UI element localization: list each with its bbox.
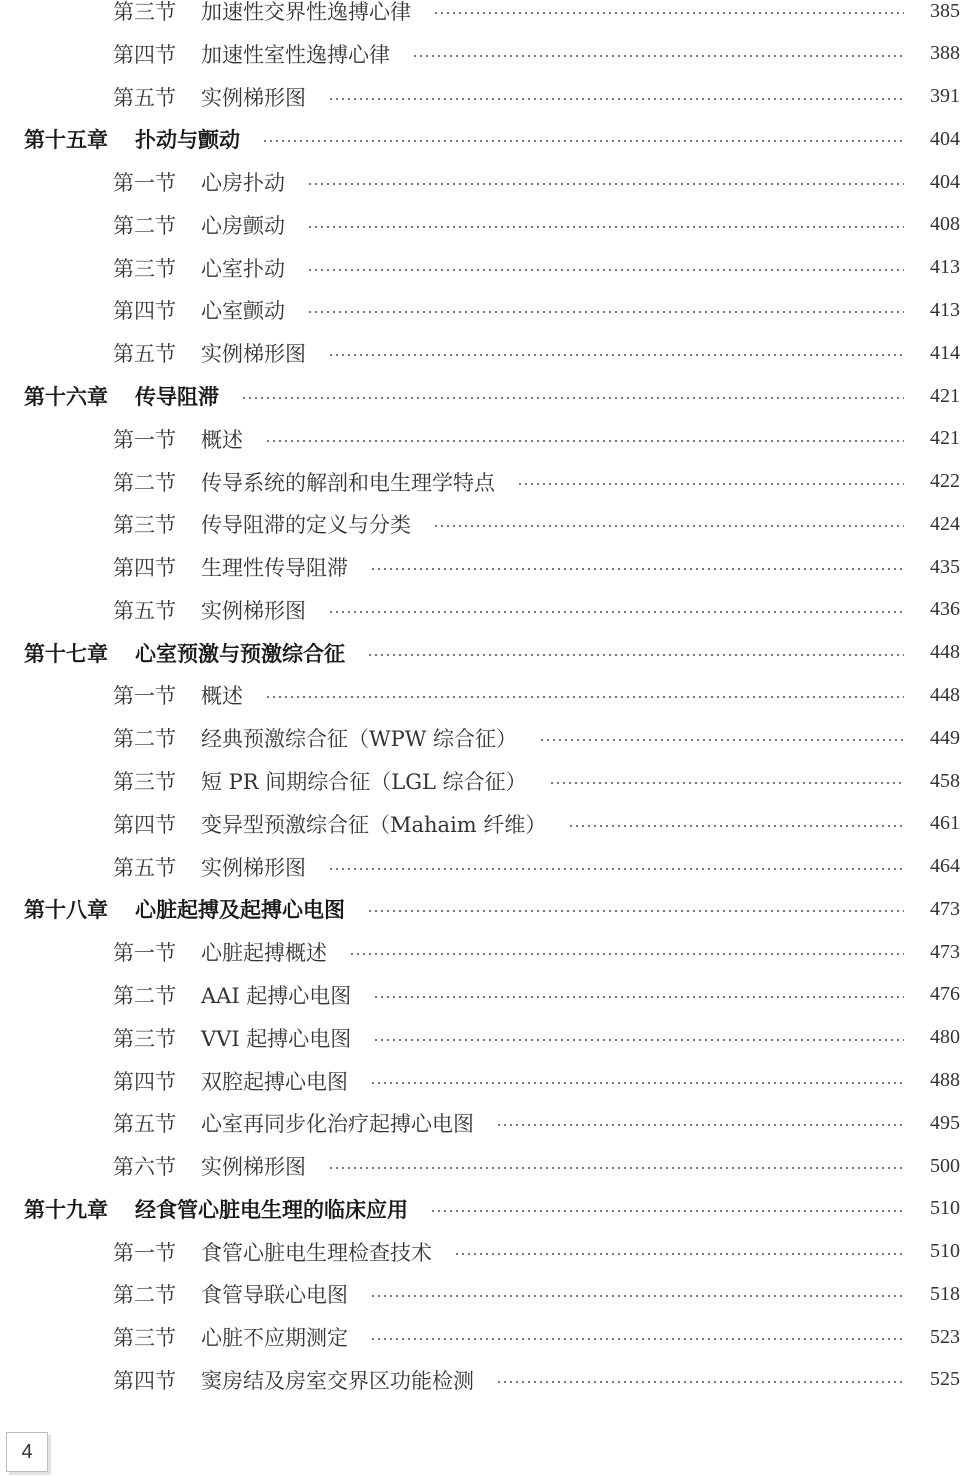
dot-leader (430, 1210, 904, 1212)
toc-section-row[interactable] (0, 1102, 960, 1144)
toc-page-number: 473 (930, 897, 960, 920)
section-title: 心室再同步化治疗起搏心电图 (201, 1112, 474, 1137)
toc-entry-label (24, 1194, 408, 1224)
section-number: 第一节 (113, 684, 176, 709)
toc-section-row[interactable] (0, 931, 960, 973)
section-title: 加速性室性逸搏心律 (201, 42, 390, 67)
section-number: 第四节 (113, 812, 176, 837)
toc-page-number: 436 (930, 598, 960, 621)
section-title: 心房扑动 (201, 171, 285, 196)
toc-page-number: 449 (930, 726, 960, 749)
section-title: 食管心脏电生理检查技术 (201, 1240, 432, 1265)
section-title: AAI 起搏心电图 (201, 983, 352, 1008)
toc-entry-label (113, 766, 527, 796)
toc-section-row[interactable] (0, 974, 960, 1016)
toc-page-number: 413 (930, 298, 960, 321)
toc-entry-label (113, 1322, 348, 1352)
chapter-title: 扑动与颤动 (135, 127, 240, 153)
dot-leader (373, 996, 904, 998)
section-title: 传导阻滞的定义与分类 (201, 513, 411, 538)
section-number: 第六节 (113, 1155, 176, 1180)
toc-page-number: 424 (930, 512, 960, 535)
toc-entry-label (113, 1365, 474, 1395)
section-title: 生理性传导阻滞 (201, 556, 348, 581)
toc-page-number: 404 (930, 127, 960, 150)
dot-leader (307, 269, 904, 271)
toc-section-row[interactable] (0, 1231, 960, 1273)
toc-page-number: 518 (930, 1282, 960, 1305)
chapter-number: 第十九章 (24, 1196, 108, 1222)
section-title: 实例梯形图 (201, 855, 306, 880)
toc-entry-label (113, 82, 306, 112)
section-title: 实例梯形图 (201, 598, 306, 623)
section-number: 第四节 (113, 1069, 176, 1094)
toc-section-row[interactable] (0, 461, 960, 503)
chapter-title: 心脏起搏及起搏心电图 (135, 897, 345, 923)
toc-entry-label (113, 937, 327, 967)
section-number: 第五节 (113, 598, 176, 623)
toc-page-number: 414 (930, 341, 960, 364)
dot-leader (328, 611, 904, 613)
toc-entry-label (113, 338, 306, 368)
chapter-number: 第十六章 (24, 384, 108, 410)
section-title: 传导系统的解剖和电生理学特点 (201, 470, 495, 495)
toc-page-number: 473 (930, 940, 960, 963)
toc-section-row[interactable] (0, 717, 960, 759)
toc-page-number: 391 (930, 85, 960, 108)
toc-page-number: 480 (930, 1026, 960, 1049)
chapter-title: 心室预激与预激综合征 (135, 640, 345, 666)
section-number: 第三节 (113, 0, 176, 24)
dot-leader (328, 868, 904, 870)
toc-chapter-row[interactable] (0, 888, 960, 930)
toc-page-number: 500 (930, 1154, 960, 1177)
toc-entry-label (113, 1108, 474, 1138)
toc-page-number: 476 (930, 983, 960, 1006)
section-title: 实例梯形图 (201, 342, 306, 367)
section-title: 概述 (201, 684, 243, 709)
section-title: 短 PR 间期综合征（LGL 综合征） (201, 770, 527, 795)
section-number: 第三节 (113, 1026, 176, 1051)
toc-page-number: 461 (930, 812, 960, 835)
toc-entry-label (24, 638, 345, 668)
toc-section-row[interactable] (0, 546, 960, 588)
dot-leader (412, 55, 904, 57)
toc-entry-label (113, 509, 411, 539)
toc-chapter-row[interactable] (0, 375, 960, 417)
section-title: 加速性交界性逸搏心律 (201, 0, 411, 24)
toc-section-row[interactable] (0, 674, 960, 716)
toc-entry-label (113, 1151, 306, 1181)
toc-section-row[interactable] (0, 247, 960, 289)
section-number: 第三节 (113, 256, 176, 281)
toc-entry-label (113, 552, 348, 582)
dot-leader (433, 525, 904, 527)
section-number: 第二节 (113, 1283, 176, 1308)
section-number: 第四节 (113, 556, 176, 581)
toc-entry-label (113, 210, 285, 240)
toc-page-number: 421 (930, 384, 960, 407)
toc-section-row[interactable] (0, 1145, 960, 1187)
toc-section-row[interactable] (0, 760, 960, 802)
section-title: 心房颤动 (201, 213, 285, 238)
toc-chapter-row[interactable] (0, 632, 960, 674)
dot-leader (262, 140, 904, 142)
toc-section-row[interactable] (0, 161, 960, 203)
toc-page-number: 408 (930, 213, 960, 236)
dot-leader (307, 311, 904, 313)
section-number: 第五节 (113, 342, 176, 367)
toc-entry-label (113, 295, 285, 325)
toc-entry-label (113, 467, 495, 497)
section-number: 第一节 (113, 171, 176, 196)
toc-section-row[interactable] (0, 1316, 960, 1358)
toc-page-number: 495 (930, 1111, 960, 1134)
toc-entry-label (113, 852, 306, 882)
dot-leader (370, 1295, 904, 1297)
section-number: 第二节 (113, 470, 176, 495)
toc-page-number: 388 (930, 42, 960, 65)
toc-entry-label (113, 253, 285, 283)
toc-section-row[interactable] (0, 204, 960, 246)
dot-leader (367, 910, 904, 912)
toc-entry-label (113, 723, 517, 753)
section-number: 第五节 (113, 1112, 176, 1137)
toc-section-row[interactable] (0, 1273, 960, 1315)
dot-leader (539, 739, 904, 741)
dot-leader (328, 354, 904, 356)
toc-entry-label (113, 680, 243, 710)
section-number: 第一节 (113, 941, 176, 966)
chapter-number: 第十五章 (24, 127, 108, 153)
toc-entry-label (24, 124, 240, 154)
dot-leader (241, 397, 904, 399)
toc-entry-label (113, 809, 546, 839)
toc-entry-label (24, 381, 219, 411)
dot-leader (517, 483, 904, 485)
dot-leader (373, 1039, 904, 1041)
section-title: 实例梯形图 (201, 85, 306, 110)
section-title: 双腔起搏心电图 (201, 1069, 348, 1094)
section-title: 心脏起搏概述 (201, 941, 327, 966)
toc-section-row[interactable] (0, 33, 960, 75)
toc-page-number: 458 (930, 769, 960, 792)
toc-page-number: 435 (930, 555, 960, 578)
toc-entry-label (113, 595, 306, 625)
toc-page-number: 510 (930, 1240, 960, 1263)
toc-page-number: 464 (930, 855, 960, 878)
section-number: 第四节 (113, 42, 176, 67)
dot-leader (496, 1381, 904, 1383)
section-title: 窦房结及房室交界区功能检测 (201, 1368, 474, 1393)
chapter-number: 第十七章 (24, 640, 108, 666)
toc-section-row[interactable] (0, 76, 960, 118)
toc-chapter-row[interactable] (0, 118, 960, 160)
toc-page-number: 510 (930, 1197, 960, 1220)
dot-leader (549, 782, 904, 784)
dot-leader (370, 1082, 904, 1084)
section-title: 食管导联心电图 (201, 1283, 348, 1308)
dot-leader (307, 226, 904, 228)
section-number: 第二节 (113, 983, 176, 1008)
chapter-title: 经食管心脏电生理的临床应用 (135, 1196, 408, 1222)
toc-section-row[interactable] (0, 846, 960, 888)
toc-page-number: 448 (930, 641, 960, 664)
dot-leader (328, 1167, 904, 1169)
toc-entry-label (113, 0, 411, 26)
toc-section-row[interactable] (0, 1359, 960, 1401)
toc-entry-label (113, 1066, 348, 1096)
toc-entry-label (113, 424, 243, 454)
section-title: 心室颤动 (201, 299, 285, 324)
toc-page-number: 413 (930, 256, 960, 279)
section-number: 第三节 (113, 513, 176, 538)
dot-leader (349, 953, 904, 955)
chapter-title: 传导阻滞 (135, 384, 219, 410)
toc-section-row[interactable] (0, 418, 960, 460)
section-number: 第四节 (113, 1368, 176, 1393)
toc-page-number: 404 (930, 170, 960, 193)
toc-entry-label (113, 39, 390, 69)
page-number: 4 (6, 1432, 48, 1472)
toc-page-number: 523 (930, 1325, 960, 1348)
section-title: 实例梯形图 (201, 1155, 306, 1180)
section-number: 第二节 (113, 727, 176, 752)
section-title: 心脏不应期测定 (201, 1326, 348, 1351)
toc-section-row[interactable] (0, 0, 960, 32)
section-title: 概述 (201, 427, 243, 452)
dot-leader (433, 12, 904, 14)
toc-section-row[interactable] (0, 803, 960, 845)
toc-chapter-row[interactable] (0, 1188, 960, 1230)
toc-page-number: 385 (930, 0, 960, 22)
section-number: 第三节 (113, 770, 176, 795)
dot-leader (370, 568, 904, 570)
toc-section-row[interactable] (0, 589, 960, 631)
dot-leader (328, 98, 904, 100)
toc-page-number: 525 (930, 1368, 960, 1391)
dot-leader (496, 1124, 904, 1126)
toc-section-row[interactable] (0, 503, 960, 545)
toc-section-row[interactable] (0, 1060, 960, 1102)
toc-entry-label (24, 894, 345, 924)
section-number: 第五节 (113, 855, 176, 880)
dot-leader (568, 825, 904, 827)
section-number: 第五节 (113, 85, 176, 110)
toc-page-number: 422 (930, 470, 960, 493)
dot-leader (367, 654, 904, 656)
section-title: VVI 起搏心电图 (201, 1026, 352, 1051)
dot-leader (265, 696, 904, 698)
section-number: 第一节 (113, 1240, 176, 1265)
dot-leader (370, 1338, 904, 1340)
toc-entry-label (113, 1237, 432, 1267)
section-title: 经典预激综合征（WPW 综合征） (201, 727, 517, 752)
toc-page-number: 488 (930, 1069, 960, 1091)
section-number: 第一节 (113, 427, 176, 452)
toc-page-number: 421 (930, 427, 960, 450)
dot-leader (454, 1253, 904, 1255)
section-title: 心室扑动 (201, 256, 285, 281)
section-number: 第四节 (113, 299, 176, 324)
chapter-number: 第十八章 (24, 897, 108, 923)
toc-entry-label (113, 1279, 348, 1309)
dot-leader (265, 440, 904, 442)
toc-entry-label (113, 980, 351, 1010)
toc-section-row[interactable] (0, 289, 960, 331)
toc-section-row[interactable] (0, 1017, 960, 1059)
toc-entry-label (113, 1023, 351, 1053)
toc-section-row[interactable] (0, 332, 960, 374)
section-number: 第二节 (113, 213, 176, 238)
toc-page-number: 448 (930, 683, 960, 706)
dot-leader (307, 183, 904, 185)
section-title: 变异型预激综合征（Mahaim 纤维） (201, 812, 547, 837)
toc-entry-label (113, 167, 285, 197)
section-number: 第三节 (113, 1326, 176, 1351)
